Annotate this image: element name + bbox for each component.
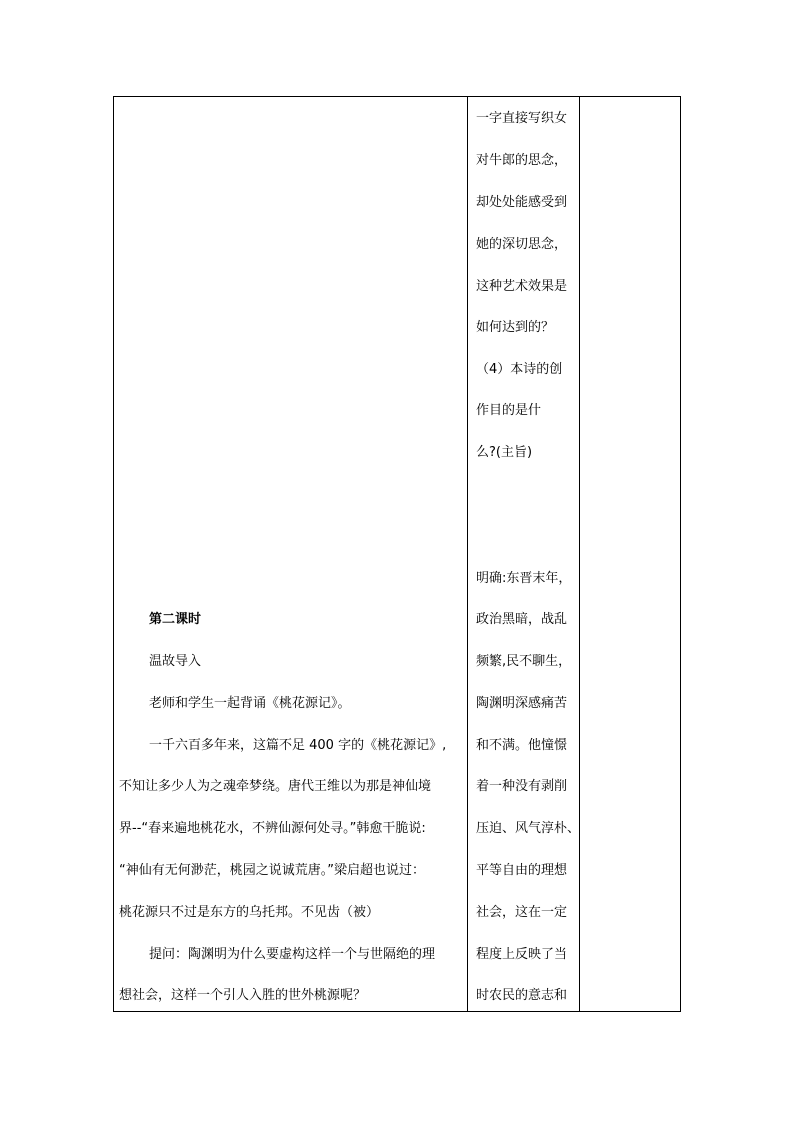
paragraph-line: 一千六百多年来，这篇不足 400 字的《桃花源记》, xyxy=(149,738,447,753)
notes-line: 陶渊明深感痛苦 xyxy=(476,696,568,711)
notes-line: 着一种没有剥削 xyxy=(476,779,568,794)
recite-line: 老师和学生一起背诵《桃花源记》。 xyxy=(149,696,351,711)
notes-line: 如何达到的？ xyxy=(476,320,555,335)
notes-line: 平等自由的理想 xyxy=(476,863,568,878)
notes-line: 却处处能感受到 xyxy=(476,195,568,210)
paragraph-line: 桃花源只不过是东方的乌托邦。不见齿（被） xyxy=(119,905,380,920)
notes-line: 政治黑暗，战乱 xyxy=(476,612,568,627)
paragraph-line: “神仙有无何渺茫，桃园之说诚荒唐。”梁启超也说过： xyxy=(119,863,425,878)
notes-line: 频繁,民不聊生， xyxy=(476,654,572,669)
notes-line: 她的深切思念， xyxy=(476,237,568,252)
notes-line: （4）本诗的创 xyxy=(476,362,563,377)
question-line: 提问：陶渊明为什么要虚构这样一个与世隔绝的理 xyxy=(149,947,436,962)
paragraph-line: 不知让多少人为之魂牵梦绕。唐代王维以为那是神仙境 xyxy=(119,779,432,794)
notes-line: 么?(主旨) xyxy=(476,445,533,460)
paragraph-line: 界--“春来遍地桃花水，不辨仙源何处寻。”韩愈干脆说: xyxy=(119,821,426,836)
column-divider xyxy=(467,97,468,1011)
column-divider xyxy=(579,97,580,1011)
notes-line: 这种艺术效果是 xyxy=(476,279,568,294)
lesson-plan-table xyxy=(113,96,681,1012)
notes-line: 对牛郎的思念， xyxy=(476,153,568,168)
notes-line: 和不满。他憧憬 xyxy=(476,738,568,753)
notes-line: 作目的是什 xyxy=(476,403,542,418)
subheading: 温故导入 xyxy=(149,654,202,669)
notes-line: 明确:东晋末年， xyxy=(476,571,572,586)
notes-line: 压迫、风气淳朴、 xyxy=(476,821,581,836)
notes-line: 时农民的意志和 xyxy=(476,988,568,1003)
notes-line: 社会，这在一定 xyxy=(476,905,568,920)
question-line: 想社会，这样一个引人入胜的世外桃源呢？ xyxy=(119,988,367,1003)
section-title: 第二课时 xyxy=(149,612,202,627)
notes-line: 程度上反映了当 xyxy=(476,947,568,962)
notes-line: 一字直接写织女 xyxy=(476,111,568,126)
